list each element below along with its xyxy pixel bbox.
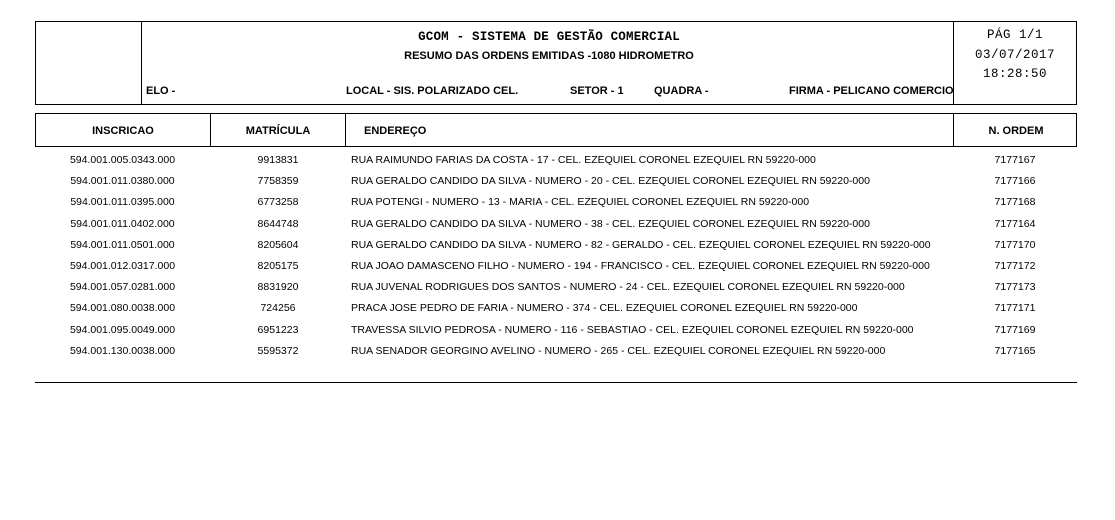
cell-inscricao: 594.001.130.0038.000 <box>69 344 176 357</box>
cell-ordem: 7177170 <box>994 238 1036 251</box>
cell-inscricao: 594.001.011.0395.000 <box>70 196 175 209</box>
cell-endereco: RUA POTENGI - NUMERO - 13 - MARIA - CEL. EZEQUIEL CORONEL EZEQUIEL RN 59220-000 <box>351 196 810 209</box>
table-row <box>35 341 1077 362</box>
cell-inscricao: 594.001.011.0501.000 <box>70 238 175 251</box>
cell-ordem: 7177166 <box>994 175 1036 188</box>
cell-endereco: RUA GERALDO CANDIDO DA SILVA - NUMERO - 38 - CEL. EZEQUIEL CORONEL EZEQUIEL RN 59220-000 <box>351 217 870 230</box>
table-row <box>35 256 1077 277</box>
cell-ordem: 7177169 <box>994 323 1036 336</box>
report-header <box>35 21 1077 105</box>
cell-ordem: 7177171 <box>994 302 1036 315</box>
subtitle-prefix: RESUMO DAS ORDENS EMITIDAS - <box>404 50 592 62</box>
cell-ordem: 7177165 <box>994 344 1036 357</box>
table-row <box>35 150 1077 171</box>
cell-endereco: TRAVESSA SILVIO PEDROSA - NUMERO - 116 - SEBASTIAO - CEL. EZEQUIEL CORONEL EZEQUIEL RN 59220-000 <box>351 323 914 336</box>
cell-inscricao: 594.001.057.0281.000 <box>69 281 176 294</box>
column-header <box>35 113 1077 147</box>
cell-endereco: RUA JOAO DAMASCENO FILHO - NUMERO - 194 - FRANCISCO - CEL. EZEQUIEL CORONEL EZEQUIEL RN 59220-000 <box>351 259 930 272</box>
cell-ordem: 7177172 <box>994 259 1036 272</box>
cell-inscricao: 594.001.011.0380.000 <box>70 175 175 188</box>
col-ordem: N. ORDEM <box>988 125 1044 137</box>
cell-inscricao: 594.001.080.0038.000 <box>69 302 176 315</box>
cell-endereco: RUA GERALDO CANDIDO DA SILVA - NUMERO - 82 - GERALDO - CEL. EZEQUIEL CORONEL EZEQUIEL RN 59220-000 <box>351 238 931 251</box>
cell-ordem: 7177168 <box>994 196 1036 209</box>
table-row <box>35 235 1077 256</box>
cell-endereco: RUA GERALDO CANDIDO DA SILVA - NUMERO - 20 - CEL. EZEQUIEL CORONEL EZEQUIEL RN 59220-000 <box>351 175 870 188</box>
header-logo-area <box>36 22 142 104</box>
page-number: PÁG 1/1 <box>986 28 1043 42</box>
cell-matricula: 6951223 <box>257 323 299 336</box>
cell-endereco: RUA SENADOR GEORGINO AVELINO - NUMERO - 265 - CEL. EZEQUIEL CORONEL EZEQUIEL RN 59220-000 <box>351 344 886 357</box>
footer-divider <box>35 382 1077 383</box>
cell-matricula: 8644748 <box>257 217 299 230</box>
local-label: LOCAL - SIS. POLARIZADO CEL. <box>346 85 519 97</box>
cell-matricula: 5595372 <box>257 344 299 357</box>
subtitle-code: 1080 HIDROMETRO <box>591 50 694 62</box>
cell-ordem: 7177164 <box>994 217 1036 230</box>
table-row <box>35 277 1077 298</box>
table-row <box>35 171 1077 192</box>
cell-matricula: 8205604 <box>257 238 299 251</box>
cell-matricula: 9913831 <box>257 154 299 166</box>
cell-matricula: 6773258 <box>257 196 299 209</box>
cell-matricula: 724256 <box>260 302 296 315</box>
cell-matricula: 7758359 <box>257 175 299 188</box>
table-row <box>35 298 1077 319</box>
table-row <box>35 192 1077 213</box>
table-row <box>35 214 1077 235</box>
cell-inscricao: 594.001.011.0402.000 <box>70 217 175 230</box>
elo-label: ELO - <box>146 85 176 97</box>
report-date: 03/07/2017 <box>974 48 1055 62</box>
header-page-box <box>953 22 1076 104</box>
col-endereco: ENDEREÇO <box>364 125 427 137</box>
cell-inscricao: 594.001.005.0343.000 <box>69 154 176 166</box>
cell-inscricao: 594.001.012.0317.000 <box>69 259 176 272</box>
col-inscricao: INSCRICAO <box>92 125 154 137</box>
cell-endereco: RUA RAIMUNDO FARIAS DA COSTA - 17 - CEL. EZEQUIEL CORONEL EZEQUIEL RN 59220-000 <box>351 154 816 166</box>
report-title: GCOM - SISTEMA DE GESTÃO COMERCIAL <box>418 30 680 44</box>
cell-ordem: 7177167 <box>994 154 1036 166</box>
quadra-label: QUADRA - <box>654 85 709 97</box>
cell-endereco: RUA JUVENAL RODRIGUES DOS SANTOS - NUMERO - 24 - CEL. EZEQUIEL CORONEL EZEQUIEL RN 59220-000 <box>351 281 905 294</box>
firma-label: FIRMA - PELICANO COMERCIO <box>789 85 954 97</box>
table-row <box>35 320 1077 341</box>
report-time: 18:28:50 <box>982 67 1047 81</box>
cell-matricula: 8205175 <box>257 259 299 272</box>
setor-label: SETOR - 1 <box>570 85 624 97</box>
cell-endereco: PRACA JOSE PEDRO DE FARIA - NUMERO - 374 - CEL. EZEQUIEL CORONEL EZEQUIEL RN 59220-000 <box>351 302 858 315</box>
orders-table <box>35 150 1077 362</box>
col-matricula: MATRÍCULA <box>245 125 311 137</box>
report-subtitle <box>142 50 956 62</box>
cell-inscricao: 594.001.095.0049.000 <box>69 323 176 336</box>
cell-ordem: 7177173 <box>994 281 1036 294</box>
cell-matricula: 8831920 <box>257 281 299 294</box>
